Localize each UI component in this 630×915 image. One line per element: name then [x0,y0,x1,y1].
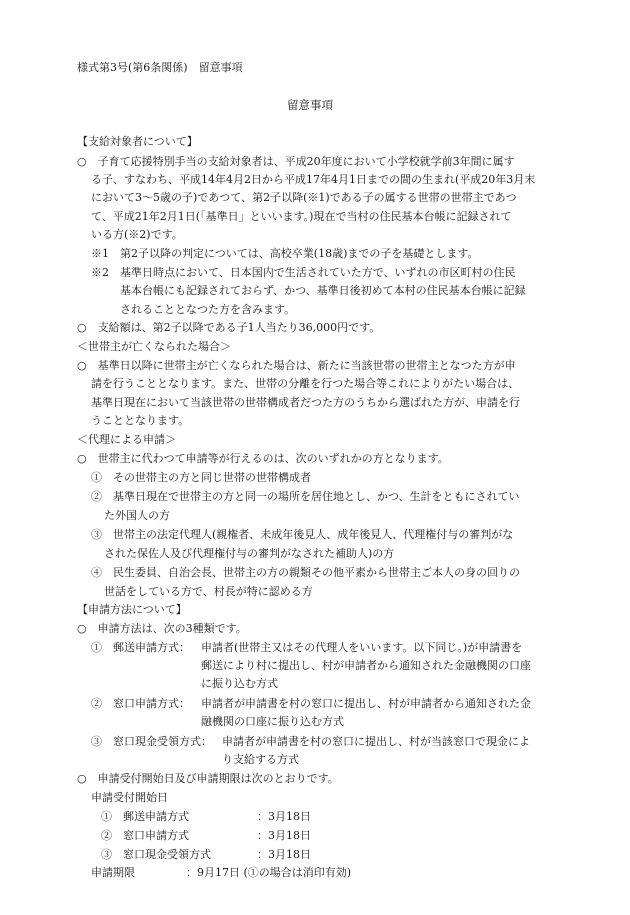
deceased-paragraph-line: 請を行うこととなります。また、世帯の分離を行つた場合等これによりがたい場合は、 [91,377,520,390]
section-heading-eligibility: 【支給対象者について】 [77,135,198,148]
note-1: ※1 第2子以降の判定については、高校卒業(18歳)までの子を基礎とします。 [91,247,479,260]
method-label-counter: ② 窓口申請方式： [91,697,190,710]
deadline-value: ：9月17日 (①の場合は消印有効) [186,866,352,879]
subheading-deceased: ＜世帯主が亡くなられた場合＞ [77,340,231,353]
proxy-item-line: た外国人の方 [104,509,170,522]
method-label-mail: ① 郵送申請方式： [91,641,190,654]
start-row-method: ② 窓口申請方式 [101,829,189,842]
schedule-paragraph: ○ 申請受付開始日及び申請期限は次のとおりです。 [77,772,339,785]
proxy-paragraph: ○ 世帯主に代わつて申請等が行えるのは、次のいずれかの方となります。 [77,452,449,465]
method-desc-line: 申請者が申請書を村の窓口に提出し、村が当該窓口で現金によ [222,735,530,748]
proxy-item-line: ② 基準日現在で世帯主の方と同一の場所を居住地とし、かつ、生計をともにされてい [91,490,520,503]
proxy-item-line: ④ 民生委員、自治会長、世帯主の方の親類その他平素から世帯主ご本人の身の回りの [91,566,520,579]
method-desc-line: 郵送により村に提出し、村が申請者から通知された金融機関の口座 [201,659,531,672]
start-row-method: ③ 窓口現金受領方式 [101,848,211,861]
method-desc-line: に振り込む方式 [201,677,278,690]
deceased-paragraph-line: ○ 基準日以降に世帯主が亡くなられた場合は、新たに当該世帯の世帯主となつた方が申 [77,359,516,372]
note-2-line: 基本台帳にも記録されておらず、かつ、基準日後初めて本村の住民基本台帳に記録 [120,284,526,297]
eligibility-paragraph-line: ○ 子育て応援特別手当の支給対象者は、平成20年度において小学校就学前3年間に属す [77,155,515,168]
start-row-date: ：3月18日 [257,829,311,842]
section-heading-application: 【申請方法について】 [77,603,187,616]
proxy-item-line: ① その世帯主の方と同じ世帯の世帯構成者 [91,471,311,484]
page-title: 留意事項 [287,98,333,112]
method-label-cash: ③ 窓口現金受領方式： [91,735,212,748]
start-row-date: ：3月18日 [257,810,311,823]
proxy-item-line: ③ 世帯主の法定代理人(親権者、未成年後見人、成年後見人、代理権付与の審判がな [91,528,514,541]
method-desc-line: 申請者が申請書を村の窓口に提出し、村が申請者から通知された金 [201,697,531,710]
subheading-proxy: ＜代理による申請＞ [77,433,176,446]
method-desc-line: 融機関の口座に振り込む方式 [201,715,344,728]
form-header: 様式第3号(第6条関係) 留意事項 [77,61,243,74]
note-2-line: ※2 基準日時点において、日本国内で生活されていた方で、いずれの市区町村の住民 [91,266,516,279]
deadline-label: 申請期限 [91,866,135,879]
deceased-paragraph-line: うこととなります。 [91,414,190,427]
eligibility-paragraph-line: て、平成21年2月1日(「基準日」といいます。)現在で当村の住民基本台帳に記録されて [91,210,512,223]
eligibility-paragraph-line: いる方(※2)です。 [91,228,183,241]
amount-paragraph: ○ 支給額は、第2子以降である子1人当たり36,000円です。 [77,321,381,334]
methods-paragraph: ○ 申請方法は、次の3種類です。 [77,622,247,635]
method-desc-line: 申請者(世帯主又はその代理人をいいます。以下同じ。)が申請書を [201,641,523,654]
start-row-date: ：3月18日 [257,848,311,861]
deceased-paragraph-line: 基準日現在において当該世帯の世帯構成者だつた方のうちから選ばれた方が、申請を行 [91,396,520,409]
method-desc-line: り支給する方式 [222,753,299,766]
eligibility-paragraph-line: において3～5歳の子)であつて、第2子以降(※1)である子の属する世帯の世帯主であつ [91,191,517,204]
eligibility-paragraph-line: る子、すなわち、平成14年4月2日から平成17年4月1日までの間の生まれ(平成20年3月末 [91,173,536,186]
start-date-label: 申請受付開始日 [91,791,168,804]
proxy-item-line: された保佐人及び代理権付与の審判がなされた補助人)の方 [104,547,395,560]
proxy-item-line: 世話をしている方で、村長が特に認める方 [104,585,313,598]
note-2-line: されることとなつた方を含みます。 [120,303,296,316]
start-row-method: ① 郵送申請方式 [101,810,189,823]
